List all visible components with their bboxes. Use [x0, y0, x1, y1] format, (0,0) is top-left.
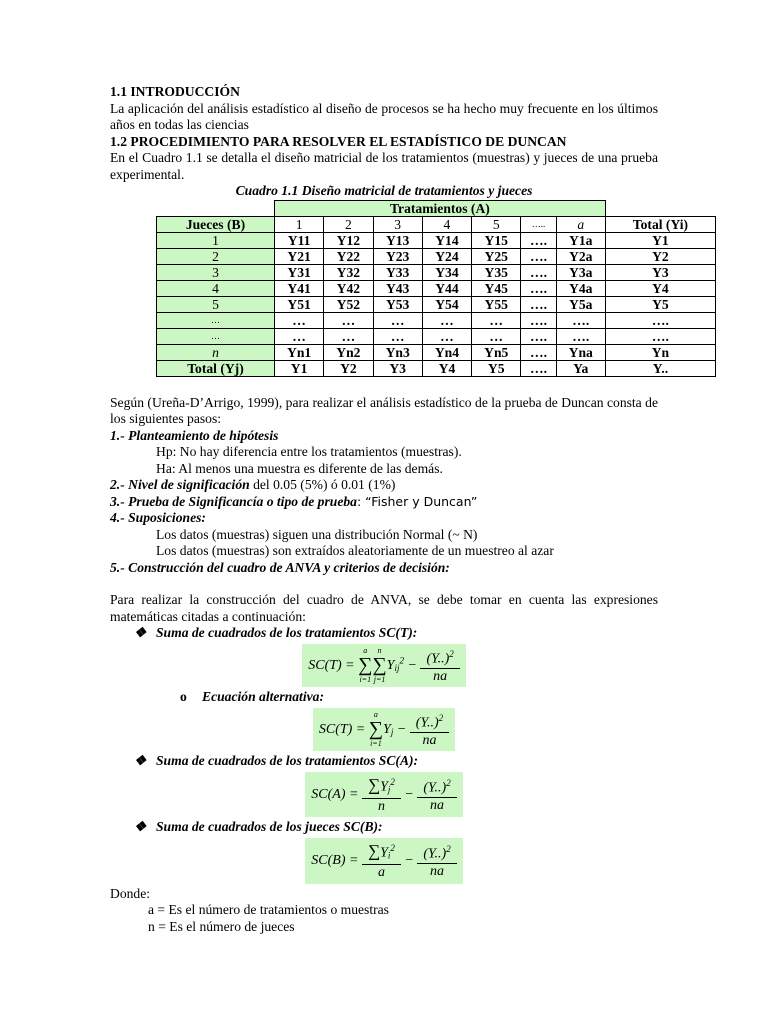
table-cell: … [472, 312, 521, 328]
formula-sc-t: SC(T) = a ∑ i=1n ∑ $j=1Y_{ij}^2$ − $\frac{(Y..)^2}{na}$ [110, 644, 658, 688]
table-cell: …. [521, 264, 556, 280]
table-cell: Y25 [472, 248, 521, 264]
formula-sc-a: SC(A) = $\frac{\sum Y_j^2}{n}$ − $\frac{(Y..)^2}{na}$ [110, 772, 658, 818]
table-cell: Yn1 [274, 344, 323, 360]
table-group-header: Tratamientos (A) [274, 200, 605, 216]
matrix-table [156, 200, 716, 377]
table-caption: Cuadro 1.1 Diseño matricial de tratamientos y jueces [235, 183, 533, 198]
table-cell: Y44 [422, 280, 471, 296]
table-cell: … [422, 312, 471, 328]
assumption-normal: Los datos (muestras) siguen una distribución Normal (~ N) [156, 526, 478, 542]
diamond-bullet-icon: ❖ [134, 753, 147, 769]
table-row [157, 312, 716, 328]
table-cell: Y14 [422, 232, 471, 248]
step-2: 2.- Nivel de significación del 0.05 (5%) ó 0.01 (1%) [110, 477, 396, 492]
step-1-heading: 1.- Planteamiento de hipótesis [110, 427, 279, 443]
table-col-header: ….. [521, 216, 556, 232]
diamond-bullet-icon: ❖ [134, 625, 147, 640]
table-row-label: … [157, 328, 275, 344]
table-row-total: Yn [605, 344, 715, 360]
table-cell: Y15 [472, 232, 521, 248]
table-cell: Y23 [373, 248, 422, 264]
table-cell: Yn2 [324, 344, 373, 360]
step-5-heading: 5.- Construcción del cuadro de ANVA y criterios de decisión: [110, 559, 450, 575]
table-cell: Yn4 [422, 344, 471, 360]
table-cell: Yna [556, 344, 605, 360]
paragraph-urena: Según (Ureña-D’Arrigo, 1999), para realizar el análisis estadístico de la prueba de Duncan consta de los siguientes pasos: [110, 394, 658, 426]
table-cell: Y55 [472, 296, 521, 312]
table-cell: Y24 [422, 248, 471, 264]
table-cell: … [472, 328, 521, 344]
table-row-total: …. [605, 312, 715, 328]
table-cell: … [274, 312, 323, 328]
table-cell: Y42 [324, 280, 373, 296]
table-row [157, 280, 716, 296]
table-footer-label: Total (Yj) [157, 360, 275, 376]
table-cell: … [324, 312, 373, 328]
table-cell: …. [556, 312, 605, 328]
table-col-header: 5 [472, 216, 521, 232]
table-col-header: 1 [274, 216, 323, 232]
table-cell: Y35 [472, 264, 521, 280]
table-footer-row [157, 360, 716, 376]
table-col-header: 3 [373, 216, 422, 232]
table-cell: Y52 [324, 296, 373, 312]
table-cell: … [422, 328, 471, 344]
table-cell: Y53 [373, 296, 422, 312]
table-cell: Y11 [274, 232, 323, 248]
table-cell: …. [556, 328, 605, 344]
table-row-label: 4 [157, 280, 275, 296]
table-row [157, 328, 716, 344]
table-header-row [157, 216, 716, 232]
table-col-header: 4 [422, 216, 471, 232]
table-row-label: n [157, 344, 275, 360]
table-cell: Yn5 [472, 344, 521, 360]
table-row-label: … [157, 312, 275, 328]
table-row-total: Y4 [605, 280, 715, 296]
table-row [157, 232, 716, 248]
table-cell: Ya [556, 360, 605, 376]
table-cell: Y22 [324, 248, 373, 264]
section-heading-procedimiento: 1.2 PROCEDIMIENTO PARA RESOLVER EL ESTADÍSTICO DE DUNCAN [110, 133, 567, 149]
table-cell: Yn3 [373, 344, 422, 360]
table-cell: … [274, 328, 323, 344]
donde-label: Donde: [110, 885, 151, 901]
table-cell: …. [521, 328, 556, 344]
paragraph-cuadro: En el Cuadro 1.1 se detalla el diseño matricial de los tratamientos (muestras) y jueces de una prueba experimental. [110, 150, 658, 182]
table-cell: Y54 [422, 296, 471, 312]
table-cell: …. [521, 360, 556, 376]
table-row [157, 296, 716, 312]
table-cell: Y45 [472, 280, 521, 296]
step-4-heading: 4.- Suposiciones: [110, 510, 206, 525]
table-cell: Y1a [556, 232, 605, 248]
table-cell: Y4 [422, 360, 471, 376]
table-cell: Y2a [556, 248, 605, 264]
definition-a: a = Es el número de tratamientos o muestras [148, 902, 389, 918]
table-cell: …. [521, 248, 556, 264]
table-total-header: Total (Yi) [605, 216, 715, 232]
table-row-total: Y3 [605, 264, 715, 280]
table-corner-label: Jueces (B) [157, 216, 275, 232]
table-row-total: Y1 [605, 232, 715, 248]
bullet-sc-b: ❖ Suma de cuadrados de los jueces SC(B): [134, 819, 383, 835]
table-cell: …. [521, 312, 556, 328]
diamond-bullet-icon: ❖ [134, 819, 147, 835]
section-heading-introduccion: 1.1 INTRODUCCIÓN [110, 84, 240, 99]
table-row-label: 5 [157, 296, 275, 312]
table-cell: … [324, 328, 373, 344]
table-row-total: Y5 [605, 296, 715, 312]
table-cell: Y41 [274, 280, 323, 296]
table-row [157, 248, 716, 264]
table-cell: Y34 [422, 264, 471, 280]
table-col-header: 2 [324, 216, 373, 232]
hypothesis-ha: Ha: Al menos una muestra es diferente de las demás. [156, 460, 443, 476]
formula-sc-b: SC(B) = $\frac{\sum Y_i^2}{a}$ − $\frac{(Y..)^2}{na}$ [110, 838, 658, 884]
table-cell: Y12 [324, 232, 373, 248]
table-cell: Y21 [274, 248, 323, 264]
table-cell: Y2 [324, 360, 373, 376]
table-cell: Y31 [274, 264, 323, 280]
hypothesis-hp: Hp: No hay diferencia entre los tratamientos (muestras). [156, 444, 462, 459]
table-row-total: …. [605, 328, 715, 344]
paragraph-introduccion: La aplicación del análisis estadístico al diseño de procesos se ha hecho muy frecuente en los últimos años en todas las ciencias [110, 100, 658, 132]
table-row-label: 2 [157, 248, 275, 264]
circle-bullet-icon: o [180, 689, 187, 705]
formula-sc-t-alt: SC(T) = a ∑ $i=1Y_j$ − $\frac{(Y..)^2}{na}$ [110, 708, 658, 752]
table-cell: …. [521, 344, 556, 360]
step-3: 3.- Prueba de Significancía o tipo de prueba: “Fisher y Duncan” [110, 493, 478, 509]
table-cell: Y32 [324, 264, 373, 280]
table-cell: …. [521, 280, 556, 296]
table-cell: Y43 [373, 280, 422, 296]
table-cell: … [373, 328, 422, 344]
table-cell: Y3 [373, 360, 422, 376]
table-cell: Y13 [373, 232, 422, 248]
table-cell: Y4a [556, 280, 605, 296]
table-row-label: 1 [157, 232, 275, 248]
table-row-label: 3 [157, 264, 275, 280]
bullet-sc-a: ❖ Suma de cuadrados de los tratamientos SC(A): [134, 753, 419, 769]
table-cell: Y51 [274, 296, 323, 312]
paragraph-anva: Para realizar la construcción del cuadro de ANVA, se debe tomar en cuenta las expresiones matemáticas citadas a continuación: [110, 592, 658, 624]
table-row [157, 264, 716, 280]
definition-n: n = Es el número de jueces [148, 918, 295, 934]
table-cell: Y33 [373, 264, 422, 280]
sub-bullet-ecuacion: o Ecuación alternativa: [180, 689, 324, 705]
table-col-header: a [556, 216, 605, 232]
table-row-total: Y.. [605, 360, 715, 376]
table-row-total: Y2 [605, 248, 715, 264]
table-cell: Y3a [556, 264, 605, 280]
bullet-sc-t: ❖ Suma de cuadrados de los tratamientos SC(T): [134, 625, 418, 640]
table-cell: …. [521, 296, 556, 312]
document-page [110, 84, 689, 935]
table-row [157, 344, 716, 360]
table-cell: Y5 [472, 360, 521, 376]
table-cell: Y1 [274, 360, 323, 376]
table-cell: … [373, 312, 422, 328]
table-cell: Y5a [556, 296, 605, 312]
table-cell: …. [521, 232, 556, 248]
assumption-random: Los datos (muestras) son extraídos aleatoriamente de un muestreo al azar [156, 543, 554, 558]
